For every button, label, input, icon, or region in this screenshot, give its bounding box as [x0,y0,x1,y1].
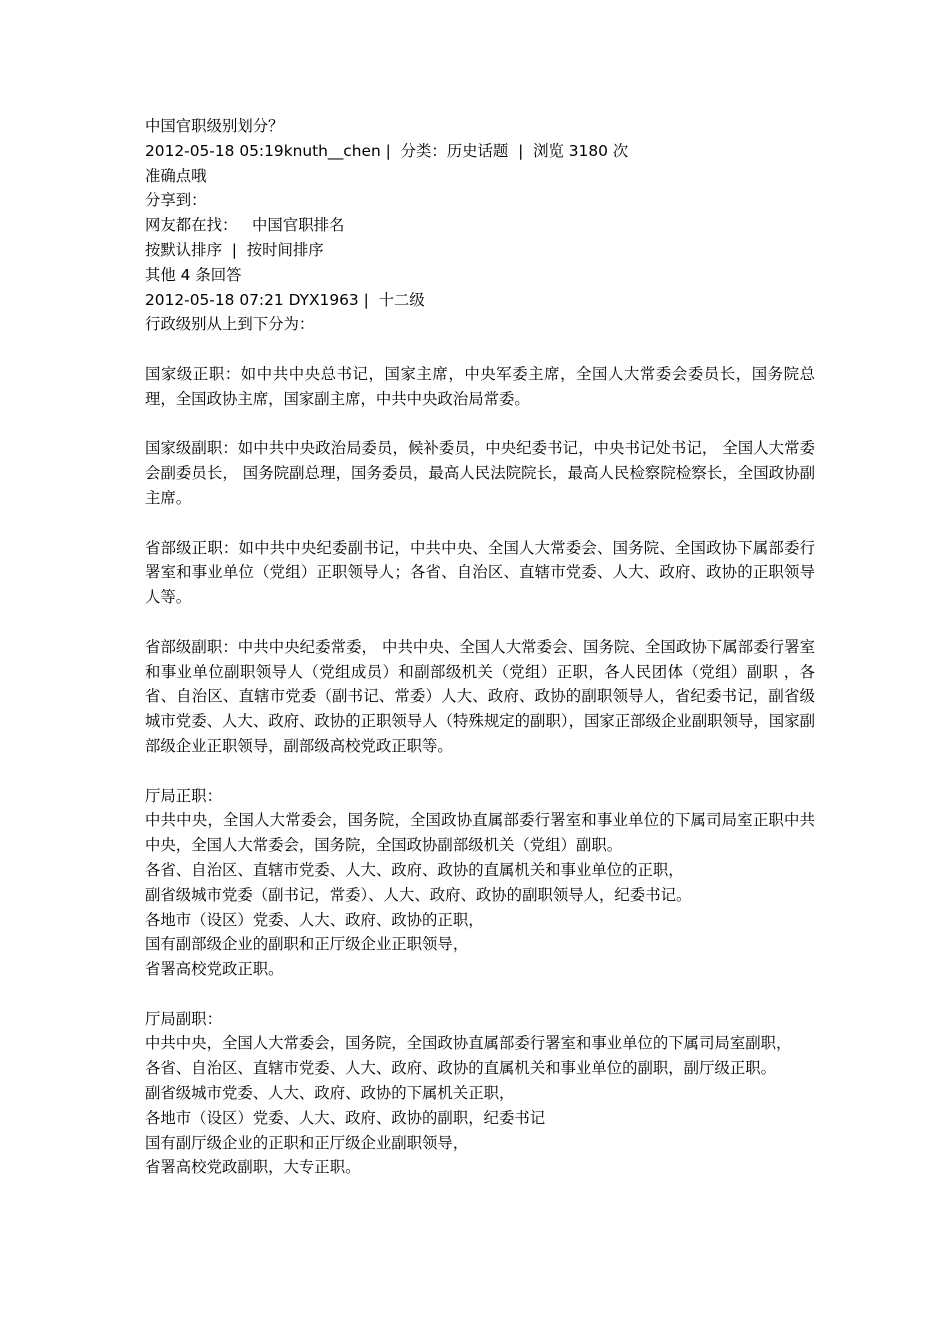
question-note: 准确点哦 [145,166,207,185]
section-tingju-fu-line: 省署高校党政副职，大专正职。 [145,1158,361,1177]
section-shengbu-fu: 省部级副职：中共中央纪委常委， 中共中央、全国人大常委会、国务院、全国政协下属部委行署室和事业单位副职领导人（党组成员）和副部级机关（党组）正职，各人民团体（党组）副职 ，各省、自治区、直辖市党委（副书记、常委）人大、政府、政协的副职领导人，省纪委书记，副省级城市党委、人大、政府、政协的正职领导人（特殊规定的副职），国家正部级企业副职领导，国家副部级企业正职领导，副部级高校党政正职等。 [145,637,815,755]
spacer [145,610,815,635]
section-tingju-zheng-line: 副省级城市党委（副书记，常委）、人大、政府、政协的副职领导人，纪委书记。 [145,885,692,904]
section-tingju-zheng-line: 中共中央，全国人大常委会，国务院，全国政协直属部委行署室和事业单位的下属司局室正职中共中央，全国人大常委会，国务院，全国政协副部级机关（党组）副职。 [145,811,815,855]
document-page [145,114,815,1180]
section-tingju-fu-line: 副省级城市党委、人大、政府、政协的下属机关正职， [145,1084,515,1103]
section-guojia-zheng: 国家级正职：如中共中央总书记，国家主席，中央军委主席，全国人大常委会委员长，国务院总理，全国政协主席，国家副主席，中共中央政治局常委。 [145,364,815,408]
share-label: 分享到： [145,191,207,210]
answer-meta: 2012-05-18 07:21 DYX1963 | 十二级 [145,290,425,309]
question-title: 中国官职级别划分？ [145,117,284,135]
spacer [145,759,815,784]
section-tingju-fu-line: 各地市（设区）党委、人大、政府、政协的副职，纪委书记 [145,1108,546,1127]
spacer [145,412,815,437]
related-search: 网友都在找： 中国官职排名 [145,216,345,235]
answer-intro: 行政级别从上到下分为： [145,315,315,334]
question-meta: 2012-05-18 05:19knuth__chen | 分类：历史话题 | 浏览 3180 次 [145,141,629,160]
spacer [145,982,815,1007]
section-tingju-zheng-line: 各省、自治区、直辖市党委、人大、政府、政协的直属机关和事业单位的正职， [145,860,684,879]
spacer [145,511,815,536]
section-tingju-zheng-line: 省署高校党政正职。 [145,960,284,979]
section-tingju-fu-heading: 厅局副职： [145,1009,222,1028]
section-tingju-zheng-heading: 厅局正职： [145,786,222,805]
section-guojia-fu: 国家级副职：如中共中央政治局委员，候补委员，中央纪委书记，中央书记处书记， 全国人大常委会副委员长， 国务院副总理，国务委员，最高人民法院院长，最高人民检察院检察长，全国政协副主席。 [145,439,815,507]
spacer [145,337,815,362]
section-tingju-zheng-line: 国有副部级企业的副职和正厅级企业正职领导， [145,935,469,954]
section-tingju-fu-line: 各省、自治区、直辖市党委、人大、政府、政协的直属机关和事业单位的副职，副厅级正职。 [145,1059,777,1078]
section-tingju-fu-line: 国有副厅级企业的正职和正厅级企业副职领导， [145,1133,469,1152]
sort-options: 按默认排序 | 按时间排序 [145,240,324,259]
section-tingju-zheng-line: 各地市（设区）党委、人大、政府、政协的正职， [145,910,484,929]
section-shengbu-zheng: 省部级正职：如中共中央纪委副书记，中共中央、全国人大常委会、国务院、全国政协下属部委行署室和事业单位（党组）正职领导人；各省、自治区、直辖市党委、人大、政府、政协的正职领导人等。 [145,538,815,607]
other-answers-count: 其他 4 条回答 [145,265,242,284]
section-tingju-fu-line: 中共中央，全国人大常委会，国务院，全国政协直属部委行署室和事业单位的下属司局室副职， [145,1034,792,1053]
